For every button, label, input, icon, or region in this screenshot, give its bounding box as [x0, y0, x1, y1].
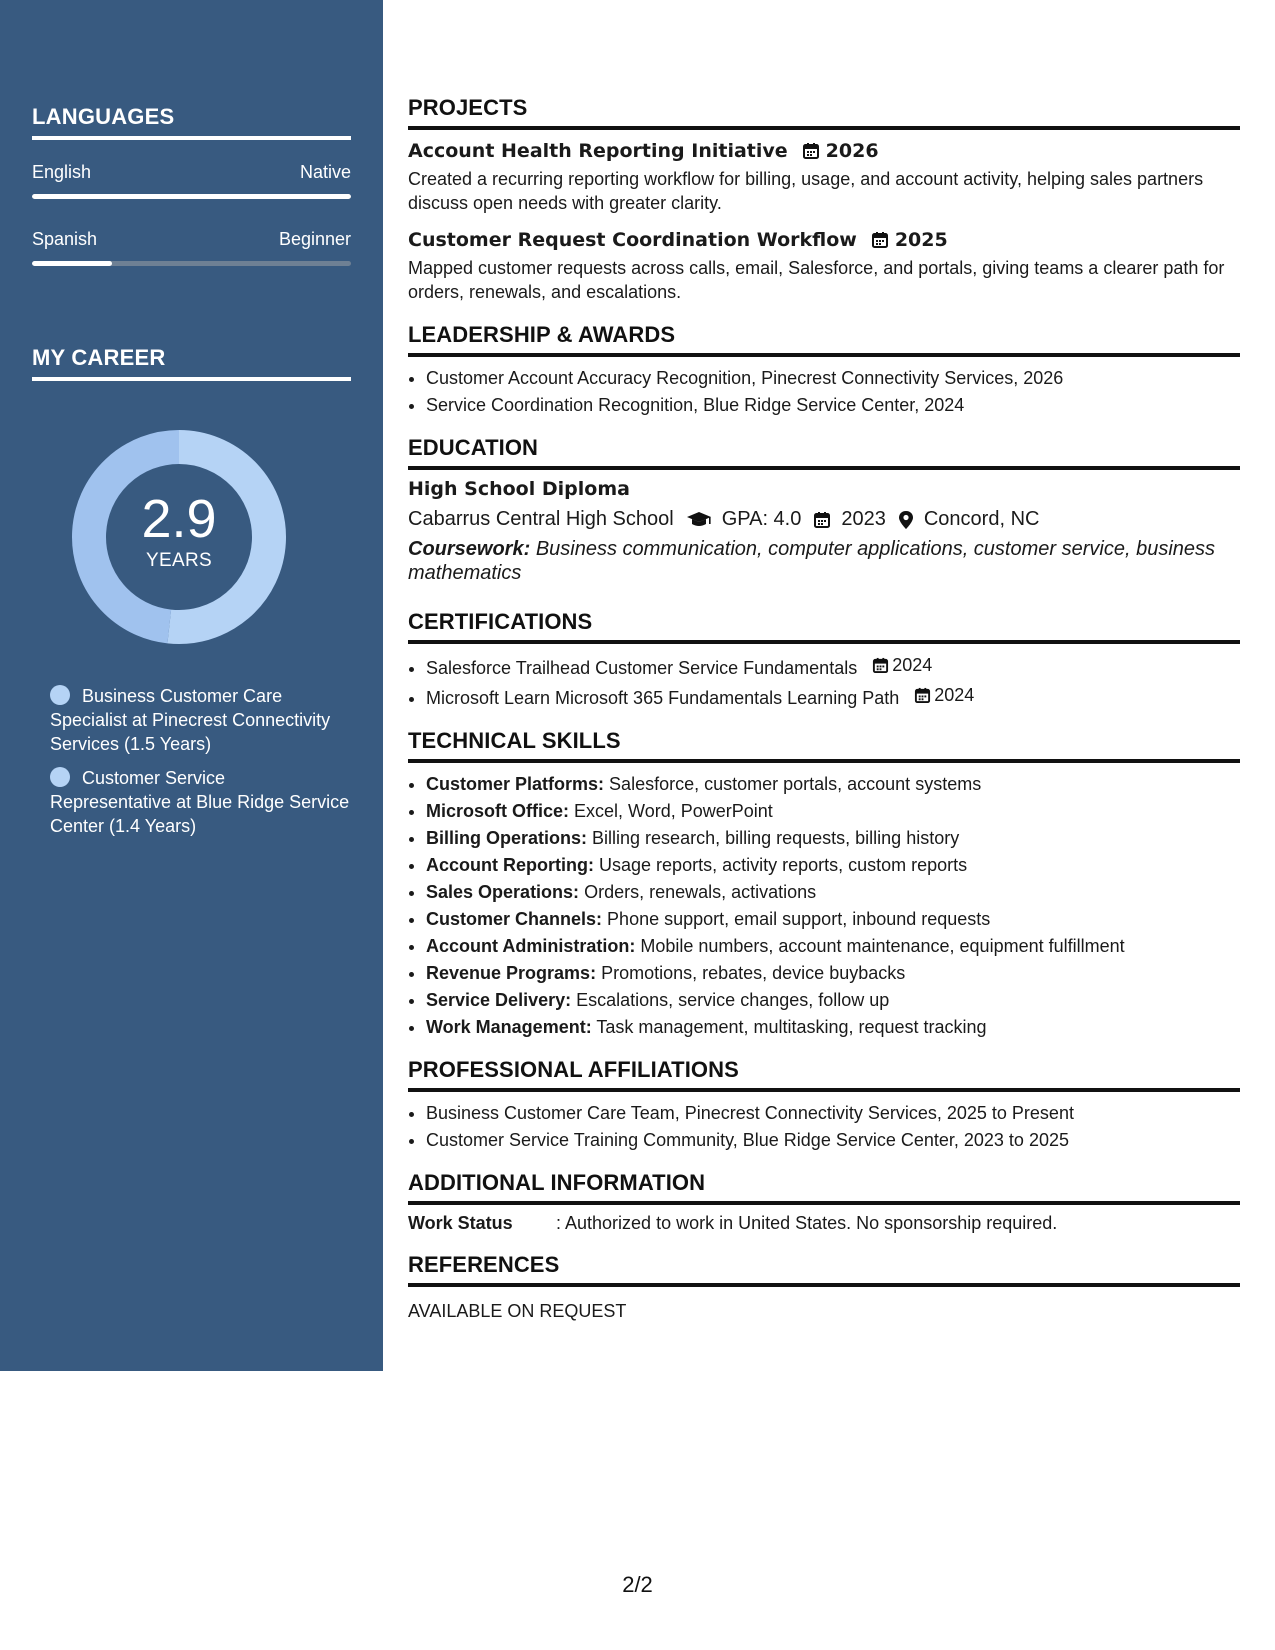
sidebar: [0, 0, 383, 1371]
skill-label: Service Delivery:: [426, 990, 572, 1010]
certification-year: 2024: [934, 685, 975, 705]
skill-value: Escalations, service changes, follow up: [576, 990, 890, 1010]
education-degree: High School Diploma: [408, 478, 630, 500]
career-section: [32, 345, 351, 381]
skill-value: Usage reports, activity reports, custom reports: [599, 855, 968, 875]
references-text: AVAILABLE ON REQUEST: [408, 1301, 627, 1321]
leadership-list: [408, 365, 1240, 419]
list-item: • Customer Account Accuracy Recognition, Pinecrest Connectivity Services, 2026: [426, 365, 1240, 392]
project-item: [408, 140, 1240, 215]
skill-value: Excel, Word, PowerPoint: [574, 801, 773, 821]
education-heading: EDUCATION: [408, 435, 1240, 470]
skill-label: Billing Operations:: [426, 828, 588, 848]
project-year: 2026: [825, 140, 879, 162]
certifications-list: [408, 652, 1240, 712]
references-heading: REFERENCES: [408, 1252, 1240, 1287]
work-status-row: [408, 1213, 1240, 1234]
language-level: Native: [299, 162, 351, 182]
skill-label: Microsoft Office:: [426, 801, 570, 821]
certification-name: Salesforce Trailhead Customer Service Fundamentals: [426, 658, 858, 678]
language-row-spanish: [32, 229, 351, 250]
list-item: • Business Customer Care Team, Pinecrest Connectivity Services, 2025 to Present: [426, 1100, 1240, 1127]
language-bar-fill: [32, 261, 112, 266]
calendar-icon: [871, 231, 889, 249]
calendar-icon: [802, 142, 820, 160]
work-status-value: : Authorized to work in United States. No sponsorship required.: [556, 1213, 1058, 1233]
location-pin-icon: [898, 510, 914, 530]
career-list: [50, 684, 350, 848]
skill-label: Sales Operations:: [426, 882, 580, 902]
certification-year-group: [914, 682, 974, 709]
skill-item: [426, 960, 1240, 987]
skill-label: Customer Platforms:: [426, 774, 605, 794]
skill-label: Customer Channels:: [426, 909, 603, 929]
skill-item: [426, 906, 1240, 933]
language-name: English: [32, 162, 92, 182]
education-location: Concord, NC: [923, 508, 1040, 530]
list-item: • Customer Service Training Community, Blue Ridge Service Center, 2023 to 2025: [426, 1127, 1240, 1154]
education-school: Cabarrus Central High School: [408, 508, 674, 530]
language-level: Beginner: [278, 229, 351, 249]
skill-value: Orders, renewals, activations: [584, 882, 817, 902]
career-total-unit: YEARS: [146, 550, 212, 571]
certification-year: 2024: [892, 655, 933, 675]
work-status-label: Work Status: [408, 1213, 513, 1233]
skill-value: Salesforce, customer portals, account systems: [609, 774, 982, 794]
skill-item: [426, 987, 1240, 1014]
skill-item: [426, 933, 1240, 960]
languages-section: [32, 104, 351, 266]
skill-item: [426, 1014, 1240, 1041]
project-title: Customer Request Coordination Workflow: [408, 229, 857, 251]
skill-label: Account Administration:: [426, 936, 636, 956]
affiliations-heading: PROFESSIONAL AFFILIATIONS: [408, 1057, 1240, 1092]
project-year: 2025: [894, 229, 948, 251]
main-content: [408, 95, 1240, 1322]
skill-item: [426, 879, 1240, 906]
skill-label: Work Management:: [426, 1017, 592, 1037]
skill-value: Task management, multitasking, request tracking: [596, 1017, 987, 1037]
education-gpa: GPA: 4.0: [721, 508, 802, 530]
project-title-row: [408, 140, 1240, 162]
skill-item: [426, 852, 1240, 879]
career-total-years: 2.9: [141, 489, 217, 549]
education-coursework: [408, 537, 1240, 585]
career-legend-dot: [50, 685, 70, 705]
calendar-icon: [813, 511, 831, 529]
project-title: Account Health Reporting Initiative: [408, 140, 788, 162]
leadership-heading: LEADERSHIP & AWARDS: [408, 322, 1240, 357]
page-number: 2/2: [622, 1572, 653, 1597]
calendar-icon: [872, 657, 889, 674]
career-item-text: Business Customer Care Specialist at Pinecrest Connectivity Services (1.5 Years): [50, 686, 331, 754]
education-details: [408, 508, 1240, 531]
additional-info-heading: ADDITIONAL INFORMATION: [408, 1170, 1240, 1205]
skill-value: Promotions, rebates, device buybacks: [601, 963, 906, 983]
career-heading: MY CAREER: [32, 345, 351, 381]
career-item-text: Customer Service Representative at Blue Ridge Service Center (1.4 Years): [50, 768, 350, 836]
skill-item: [426, 771, 1240, 798]
skill-label: Revenue Programs:: [426, 963, 597, 983]
skills-list: [408, 771, 1240, 1041]
language-bar-fill: [32, 194, 351, 199]
career-item: [50, 684, 350, 756]
project-item: [408, 229, 1240, 304]
language-bar-english: [32, 194, 351, 199]
coursework-label: Coursework:: [408, 538, 531, 560]
languages-heading: LANGUAGES: [32, 104, 351, 140]
language-bar-spanish: [32, 261, 351, 266]
list-item: [426, 682, 1240, 712]
skill-value: Billing research, billing requests, billing history: [592, 828, 960, 848]
project-title-row: [408, 229, 1240, 251]
coursework-text: Business communication, computer applications, customer service, business mathematics: [408, 538, 1216, 584]
career-legend-dot: [50, 767, 70, 787]
career-donut-chart: [66, 424, 292, 650]
affiliations-list: [408, 1100, 1240, 1154]
education-year: 2023: [841, 508, 886, 530]
list-item: [426, 652, 1240, 682]
list-item: • Service Coordination Recognition, Blue Ridge Service Center, 2024: [426, 392, 1240, 419]
certification-name: Microsoft Learn Microsoft 365 Fundamentals Learning Path: [426, 688, 900, 708]
graduation-cap-icon: [686, 511, 712, 529]
skill-value: Phone support, email support, inbound requests: [607, 909, 991, 929]
language-row-english: [32, 162, 351, 183]
calendar-icon: [914, 687, 931, 704]
skill-label: Account Reporting:: [426, 855, 594, 875]
language-name: Spanish: [32, 229, 98, 249]
skill-item: [426, 825, 1240, 852]
project-description: Mapped customer requests across calls, email, Salesforce, and portals, giving teams a clearer path for orders, renewals, and escalations.: [408, 258, 1225, 302]
skill-item: [426, 798, 1240, 825]
project-description: Created a recurring reporting workflow for billing, usage, and account activity, helping sales partners discuss open needs with greater clarity.: [408, 169, 1204, 213]
projects-heading: PROJECTS: [408, 95, 1240, 130]
skills-heading: TECHNICAL SKILLS: [408, 728, 1240, 763]
skill-value: Mobile numbers, account maintenance, equipment fulfillment: [640, 936, 1125, 956]
career-item: [50, 766, 350, 838]
career-donut-center: [66, 424, 292, 650]
certifications-heading: CERTIFICATIONS: [408, 609, 1240, 644]
certification-year-group: [872, 652, 932, 679]
